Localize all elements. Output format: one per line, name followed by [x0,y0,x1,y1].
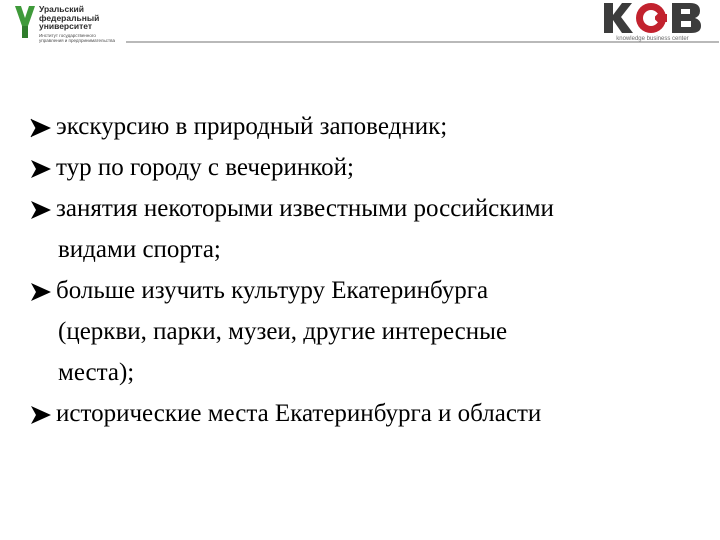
list-item [30,106,710,147]
arrow-bullet-icon [30,270,56,311]
arrow-bullet-icon [30,147,56,188]
urfu-subtitle: Институт государственного управления и предпринимательства [39,32,115,43]
list-item [30,147,710,188]
list-item [30,393,710,434]
kcb-logo [600,0,705,47]
list-item [30,188,710,270]
urfu-name: Уральский федеральный университет [39,4,100,31]
bullet-text-continued: видами спорта; [58,236,221,263]
bullet-text-continued: места); [58,359,135,386]
bullet-text: исторические места Екатеринбурга и области [56,400,542,427]
kcb-logo-icon [600,0,705,36]
arrow-bullet-icon [30,393,56,434]
bullet-text: занятия некоторыми известными российскими [56,195,554,222]
bullet-list [30,106,710,434]
kcb-subtitle: knowledge business center [616,36,689,42]
bullet-text-continued: (церкви, парки, музеи, другие интересные [58,318,508,345]
header [0,0,720,50]
arrow-bullet-icon [30,188,56,229]
urfu-mark-icon [14,4,36,40]
bullet-text: экскурсию в природный заповедник; [56,113,448,140]
bullet-text: больше изучить культуру Екатеринбурга [56,277,489,304]
list-item [30,270,710,393]
bullet-text: тур по городу с вечеринкой; [56,154,354,181]
arrow-bullet-icon [30,106,56,147]
urfu-logo [14,4,164,44]
